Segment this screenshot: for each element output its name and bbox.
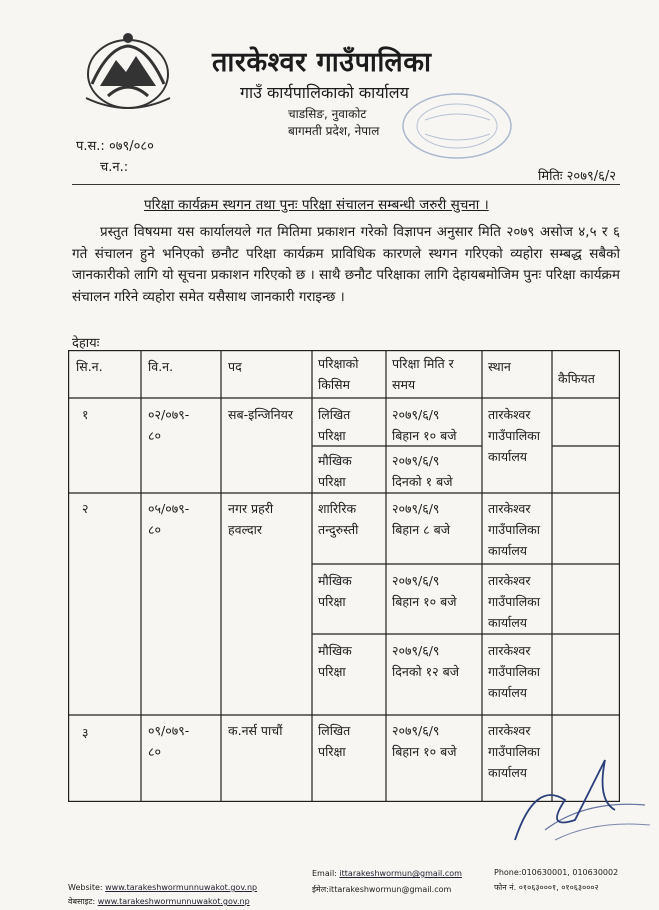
footer-phone-np: फोन नं. ०१०६३०००१, ०१०६३०००२	[494, 883, 599, 892]
row-3-sn: ३	[82, 725, 89, 740]
footer-email-np: ईमेल:ittarakeshwormun@gmail.com	[312, 885, 452, 894]
row-1-adv: ०२/०७९- ८०	[148, 407, 190, 443]
exam-6-date: २०७९/६/९ बिहान १० बजे	[392, 723, 457, 759]
table-intro: देहायः	[72, 336, 100, 351]
address-line-1: चाडसिङ, नुवाकोट	[288, 107, 367, 121]
header-remarks: कैफियत	[558, 371, 595, 386]
email-link[interactable]: ittarakeshwormun@gmail.com	[339, 869, 462, 878]
exam-3-date: २०७९/६/९ बिहान ८ बजे	[392, 501, 451, 537]
notice-subject: परिक्षा कार्यक्रम स्थगन तथा पुनः परिक्षा संचालन सम्बन्धी जरुरी सुचना ।	[144, 197, 489, 213]
exam-4-date: २०७९/६/९ बिहान १० बजे	[392, 573, 457, 609]
exam-1-type: लिखित परिक्षा	[318, 407, 351, 443]
website-np-link[interactable]: www.tarakeshwormunnuwakot.gov.np	[97, 897, 250, 906]
header-divider	[72, 184, 620, 185]
header-type: परिक्षाको किसिम	[318, 356, 359, 392]
exam-6-type: लिखित परिक्षा	[318, 723, 351, 759]
page-title: तारकेश्वर गाउँपालिका	[212, 47, 432, 78]
exam-5-date: २०७९/६/९ दिनको १२ बजे	[392, 643, 460, 679]
footer-email: Email: ittarakeshwormun@gmail.com	[312, 869, 462, 878]
row-3-adv: ०९/०७९- ८०	[148, 723, 190, 759]
footer-phone: Phone:010630001, 010630002	[494, 868, 619, 877]
place-1: तारकेश्वर गाउँपालिका कार्यालय	[488, 407, 541, 464]
dispatch-number: च.न.:	[100, 160, 129, 175]
row-2-adv: ०५/०७९- ८०	[148, 501, 190, 537]
website-link[interactable]: www.tarakeshwormunnuwakot.gov.np	[105, 883, 258, 892]
exam-3-type: शारिरिक तन्दुरुस्ती	[318, 501, 359, 537]
office-subtitle: गाउँ कार्यपालिकाको कार्यालय	[240, 83, 409, 102]
row-1-post: सब-इन्जिनियर	[228, 407, 294, 422]
header-post: पद	[228, 359, 242, 374]
header-date: परिक्षा मिति र समय	[392, 356, 454, 392]
exam-1-date: २०७९/६/९ बिहान १० बजे	[392, 407, 457, 443]
row-2-sn: २	[82, 501, 89, 516]
row-2-post: नगर प्रहरी हवल्दार	[228, 501, 274, 537]
place-5: तारकेश्वर गाउँपालिका कार्यालय	[488, 723, 541, 780]
exam-2-type: मौखिक परिक्षा	[318, 453, 352, 489]
exam-5-type: मौखिक परिक्षा	[318, 643, 352, 679]
office-stamp-icon	[400, 90, 515, 162]
exam-4-type: मौखिक परिक्षा	[318, 573, 352, 609]
place-2: तारकेश्वर गाउँपालिका कार्यालय	[488, 501, 541, 558]
footer-website: Website: www.tarakeshwormunnuwakot.gov.np	[68, 883, 258, 892]
municipality-emblem-icon	[78, 26, 178, 116]
header-sn: सि.न.	[76, 359, 103, 374]
place-4: तारकेश्वर गाउँपालिका कार्यालय	[488, 643, 541, 700]
exam-schedule-table	[68, 350, 620, 802]
reference-number: प.स.: ०७९/०८०	[76, 139, 154, 154]
exam-2-date: २०७९/६/९ दिनको १ बजे	[392, 453, 453, 489]
footer-website-np: वेबसाइट: www.tarakeshwormunnuwakot.gov.np	[68, 897, 250, 906]
row-1-sn: १	[82, 407, 89, 422]
row-3-post: क.नर्स पाचौं	[228, 723, 283, 738]
place-3: तारकेश्वर गाउँपालिका कार्यालय	[488, 573, 541, 630]
header-place: स्थान	[488, 359, 511, 374]
notice-date: मितिः २०७९/६/२	[538, 169, 616, 184]
signature-icon	[505, 740, 655, 850]
header-adv: वि.न.	[148, 359, 174, 374]
notice-body: प्रस्तुत विषयमा यस कार्यालयले गत मितिमा प्रकाशन गरेको विज्ञापन अनुसार मिति २०७९ असोज ४,५ र ६ गते संचालन हुने भनिएको छनौट परिक्षा कार्यक्रम प्राविधिक कारणले स्थगन गरिएको व्यहोरा सम्बद्ध सबैको जानकारीको लागि यो सूचना प्रकाशन गरिएको छ । साथै छनौट परिक्षाका लागि देहायबमोजिम पुनः परिक्षा कार्यक्रम संचालन गरिने व्यहोरा समेत यसैसाथ जानकारी गराइन्छ ।	[72, 224, 620, 305]
address-line-2: बागमती प्रदेश, नेपाल	[288, 124, 380, 138]
